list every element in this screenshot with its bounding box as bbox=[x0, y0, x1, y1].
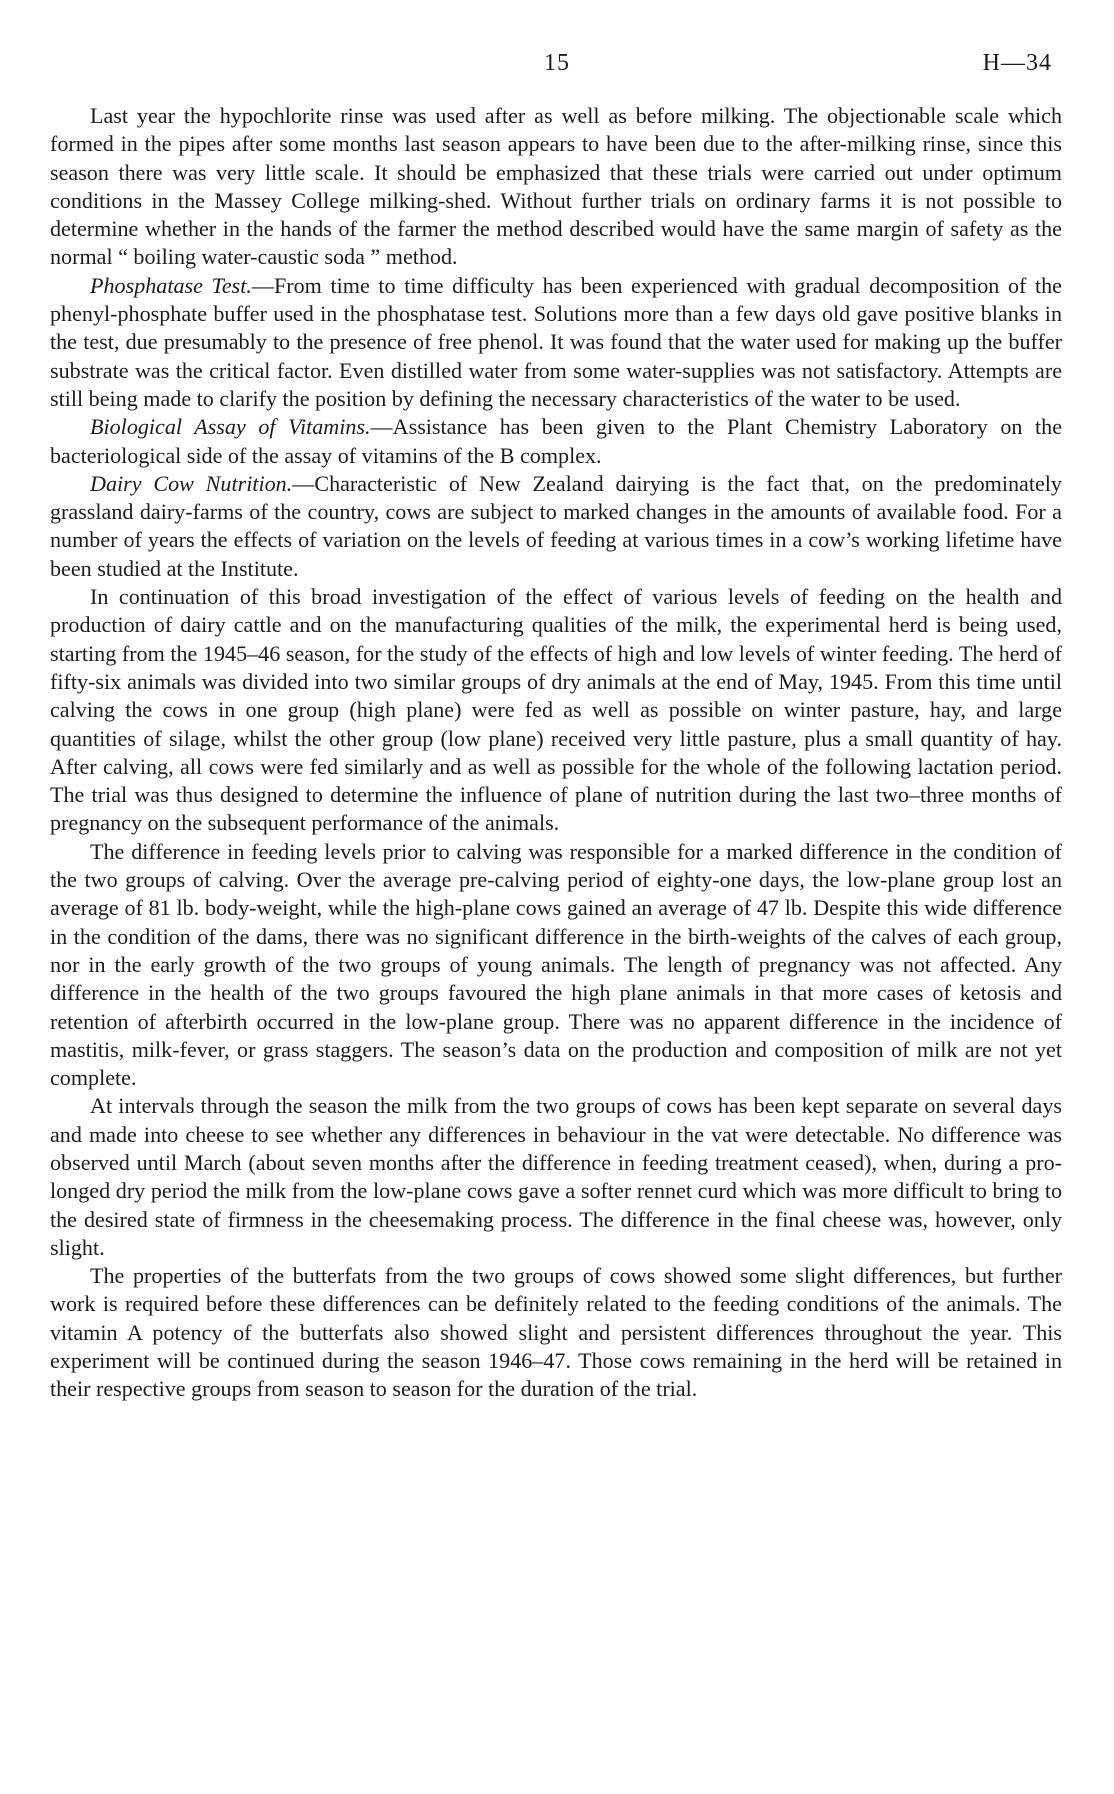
paragraph-butterfat-properties bbox=[50, 1262, 1062, 1403]
paragraph-text: In continuation of this broad investigation of the effect of various levels of feeding on the health and production of dairy cattle and on the manufacturing qualities of the milk, the experimental herd is being used, starting from the 1945–46 season, for the study of the effects of high and low levels of winter feeding. The herd of fifty-six animals was divided into two similar groups of dry animals at the end of May, 1945. From this time until calving the cows in one group (high plane) were fed as well as possible on winter pasture, hay, and large quantities of silage, whilst the other group (low plane) received very little pasture, plus a small quantity of hay. After calving, all cows were fed similarly and as well as possible for the whole of the following lactation period. The trial was thus designed to determine the influence of plane of nutrition during the last two–three months of pregnancy on the subsequent performance of the animals. bbox=[50, 584, 1062, 836]
paragraph-biological-assay bbox=[50, 413, 1062, 470]
paragraph-text: —Assistance has been given to the Plant Chemistry Laboratory on the bacteriological side of the assay of vitamins of the B complex. bbox=[50, 414, 1062, 468]
page-number: 15 bbox=[544, 50, 570, 76]
paragraph-text: —Characteristic of New Zealand dairying is the fact that, on the predominately grassland dairy-farms of the country, cows are subject to marked changes in the amounts of available food. For a number of years the effects of variation on the levels of feeding at various times in a cow’s working lifetime have been studied at the Institute. bbox=[50, 470, 1062, 581]
paragraph-cheese-trials bbox=[50, 1092, 1062, 1262]
section-lead-biological-assay: Biological Assay of Vitamins. bbox=[90, 414, 371, 440]
paragraph-text: At intervals through the season the milk from the two groups of cows has been kept separate on several days and made into cheese to see whether any differences in behaviour in the vat were detectable. No difference was observed until March (about seven months after the difference in feeding treatment ceased), when, during a pro-longed dry period the milk from the low-plane cows gave a softer rennet curd which was more difficult to bring to the desired state of firmness in the cheesemaking process. The difference in the final cheese was, however, only slight. bbox=[50, 1093, 1062, 1260]
paragraph-experimental-herd bbox=[50, 583, 1062, 838]
paragraph-hypochlorite-rinse bbox=[50, 102, 1062, 272]
section-lead-phosphatase-test: Phosphatase Test. bbox=[90, 272, 252, 298]
paragraph-dairy-cow-nutrition bbox=[50, 470, 1062, 583]
document-reference: H—34 bbox=[982, 50, 1052, 76]
paragraph-phosphatase-test bbox=[50, 272, 1062, 413]
paragraph-feeding-levels bbox=[50, 838, 1062, 1093]
paragraph-text: The properties of the butterfats from the two groups of cows showed some slight differences, but further work is required before these differences can be definitely related to the feeding conditions of the animals. The vitamin A potency of the butterfats also showed slight and persistent differences throughout the year. This experiment will be continued during the season 1946–47. Those cows remaining in the herd will be retained in their respective groups from season to season for the duration of the trial. bbox=[50, 1263, 1062, 1402]
body-text bbox=[50, 102, 1062, 1404]
paragraph-text: —From time to time difficulty has been experienced with gradual decomposition of the phenyl-phosphate buffer used in the phosphatase test. Solutions more than a few days old gave positive blanks in the test, due presumably to the presence of free phenol. It was found that the water used for making up the buffer substrate was the critical factor. Even distilled water from some water-supplies was not satisfactory. Attempts are still being made to clarify the position by defining the necessary characteristics of the water to be used. bbox=[50, 272, 1062, 411]
paragraph-text: Last year the hypochlorite rinse was used after as well as before milking. The objectionable scale which formed in the pipes after some months last season appears to have been due to the after-milking rinse, since this season there was very little scale. It should be emphasized that these trials were carried out under optimum conditions in the Massey College milking-shed. Without further trials on ordinary farms it is not possible to determine whether in the hands of the farmer the method described would have the same margin of safety as the normal “ boiling water-caustic soda ” method. bbox=[50, 103, 1062, 270]
section-lead-dairy-cow-nutrition: Dairy Cow Nutrition. bbox=[90, 470, 293, 496]
paragraph-text: The difference in feeding levels prior to calving was responsible for a marked difference in the condition of the two groups of calving. Over the average pre-calving period of eighty-one days, the low-plane group lost an average of 81 lb. body-weight, while the high-plane cows gained an average of 47 lb. Despite this wide difference in the condition of the dams, there was no significant difference in the birth-weights of the calves of each group, nor in the early growth of the two groups of young animals. The length of pregnancy was not affected. Any difference in the health of the two groups favoured the high plane animals in that more cases of ketosis and retention of afterbirth occurred in the low-plane group. There was no apparent difference in the incidence of mastitis, milk-fever, or grass staggers. The season’s data on the production and composition of milk are not yet complete. bbox=[50, 838, 1062, 1091]
page-header bbox=[50, 50, 1064, 84]
